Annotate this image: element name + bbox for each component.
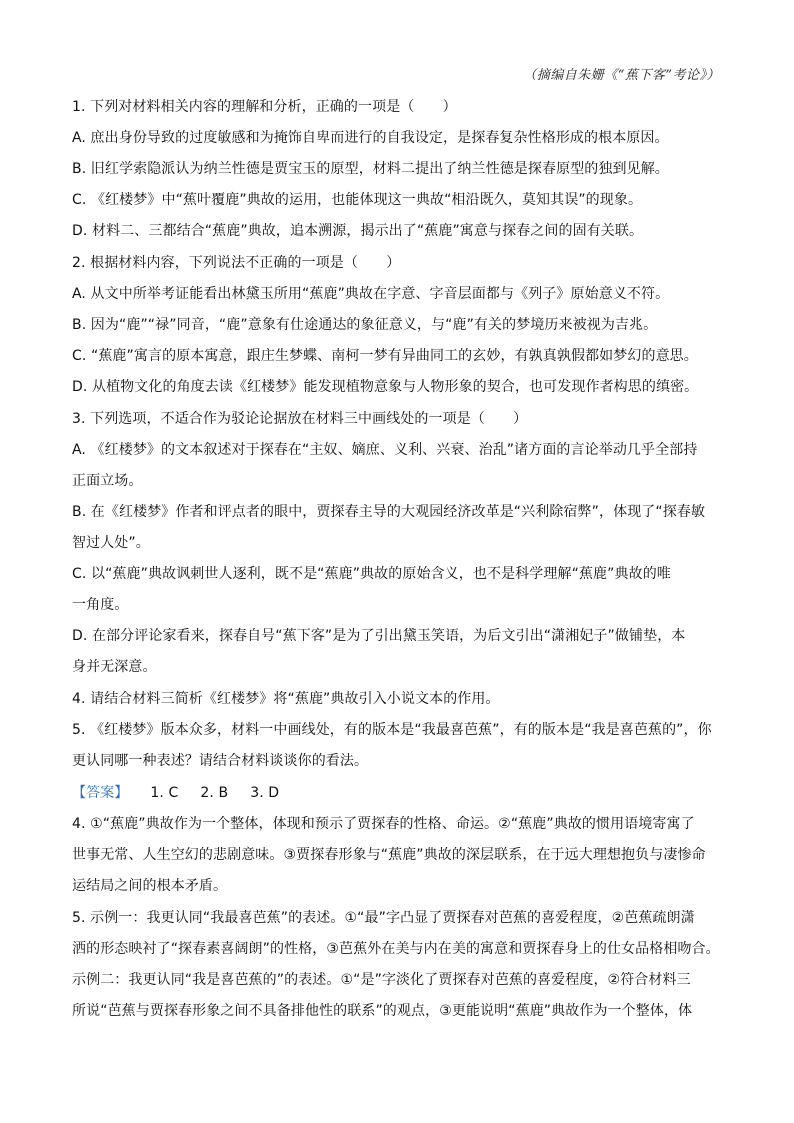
question-1-option-d: D. 材料二、三都结合“蕉鹿”典故，追本溯源，揭示出了“蕉鹿”寓意与探春之间的固有关联。 — [72, 223, 644, 239]
answer-5-line3: 示例二：我更认同“我是喜芭蕉的”的表述。①“是”字淡化了贾探春对芭蕉的喜爱程度，②符合材料三 — [72, 972, 691, 988]
question-1-stem: 1. 下列对材料相关内容的理解和分析，正确的一项是（ ） — [72, 99, 457, 115]
question-1-option-c: C. 《红楼梦》中“蕉叶覆鹿”典故的运用，也能体现这一典故“相沿既久，莫知其误”的现象。 — [72, 192, 643, 208]
answer-label: 【答案】 — [72, 785, 129, 801]
question-3-option-d-line1: D. 在部分评论家看来，探春自号“蕉下客”是为了引出黛玉笑语，为后文引出“潇湘妃子”做铺垫，本 — [72, 628, 686, 644]
question-3-option-b-line2: 智过人处”。 — [72, 535, 150, 551]
question-3-option-a-line2: 正面立场。 — [72, 473, 143, 489]
question-1-option-a: A. 庶出身份导致的过度敏感和为掩饰自卑而进行的自我设定，是探春复杂性格形成的根本原因。 — [72, 130, 669, 146]
question-2-option-d: D. 从植物文化的角度去读《红楼梦》能发现植物意象与人物形象的契合，也可发现作者构思的缜密。 — [72, 379, 699, 395]
question-2-option-c: C. “蕉鹿”寓言的原本寓意，跟庄生梦蝶、南柯一梦有异曲同工的玄妙，有孰真孰假都如梦幻的意思。 — [72, 348, 698, 364]
answer-4-line2: 世事无常、人生空幻的悲剧意味。③贾探春形象与“蕉鹿”典故的深层联系，在于远大理想抱负与凄惨命 — [72, 847, 706, 863]
question-3-option-d-line2: 身并无深意。 — [72, 659, 157, 675]
question-3-option-c-line1: C. 以“蕉鹿”典故讽刺世人逐利，既不是“蕉鹿”典故的原始含义，也不是科学理解“蕉鹿”典故的唯 — [72, 566, 671, 582]
question-3-option-c-line2: 一角度。 — [72, 597, 129, 613]
answer-5-line4: 所说“芭蕉与贾探春形象之间不具备排他性的联系”的观点，③更能说明“蕉鹿”典故作为一个整体，体 — [72, 1003, 693, 1019]
answer-2: 2. B — [200, 785, 229, 801]
answer-4-line1: 4. ①“蕉鹿”典故作为一个整体，体现和预示了贾探春的性格、命运。②“蕉鹿”典故的惯用语境寄寓了 — [72, 816, 695, 832]
question-4-stem: 4. 请结合材料三简析《红楼梦》将“蕉鹿”典故引入小说文本的作用。 — [72, 691, 500, 707]
answer-summary — [72, 783, 301, 803]
answer-4-line3: 运结局之间的根本矛盾。 — [72, 878, 228, 894]
answer-3: 3. D — [250, 785, 280, 801]
question-3-option-a-line1: A. 《红楼梦》的文本叙述对于探春在“主奴、嫡庶、义利、兴衰、治乱”诸方面的言论举动几乎全部持 — [72, 442, 698, 458]
question-5-stem-line2: 更认同哪一种表述？请结合材料谈谈你的看法。 — [72, 753, 369, 769]
question-2-option-b: B. 因为“鹿”“禄”同音，“鹿”意象有仕途通达的象征意义，与“鹿”有关的梦境历来被视为吉兆。 — [72, 317, 658, 333]
question-5-stem-line1: 5. 《红楼梦》版本众多，材料一中画线处，有的版本是“我最喜芭蕉”，有的版本是“我是喜芭蕉的”，你 — [72, 722, 712, 738]
question-2-stem: 2. 根据材料内容，下列说法不正确的一项是（ ） — [72, 255, 401, 271]
answer-5-line2: 洒的形态映衬了“探春素喜阔朗”的性格，③芭蕉外在美与内在美的寓意和贾探春身上的仕女品格相吻合。 — [72, 941, 720, 957]
question-2-option-a: A. 从文中所举考证能看出林黛玉所用“蕉鹿”典故在字意、字音层面都与《列子》原始意义不符。 — [72, 286, 670, 302]
question-1-option-b: B. 旧红学索隐派认为纳兰性德是贾宝玉的原型，材料二提出了纳兰性德是探春原型的独到见解。 — [72, 161, 669, 177]
question-3-option-b-line1: B. 在《红楼梦》作者和评点者的眼中，贾探春主导的大观园经济改革是“兴利除宿弊”，体现了“探春敏 — [72, 504, 706, 520]
answer-1: 1. C — [150, 785, 179, 801]
question-3-stem: 3. 下列选项，不适合作为驳论论据放在材料三中画线处的一项是（ ） — [72, 411, 528, 427]
answer-5-line1: 5. 示例一：我更认同“我最喜芭蕉”的表述。①“最”字凸显了贾探春对芭蕉的喜爱程度，②芭蕉疏朗潇 — [72, 910, 695, 926]
source-citation: （摘编自朱姗《“蕉下客”考论》） — [523, 68, 720, 83]
